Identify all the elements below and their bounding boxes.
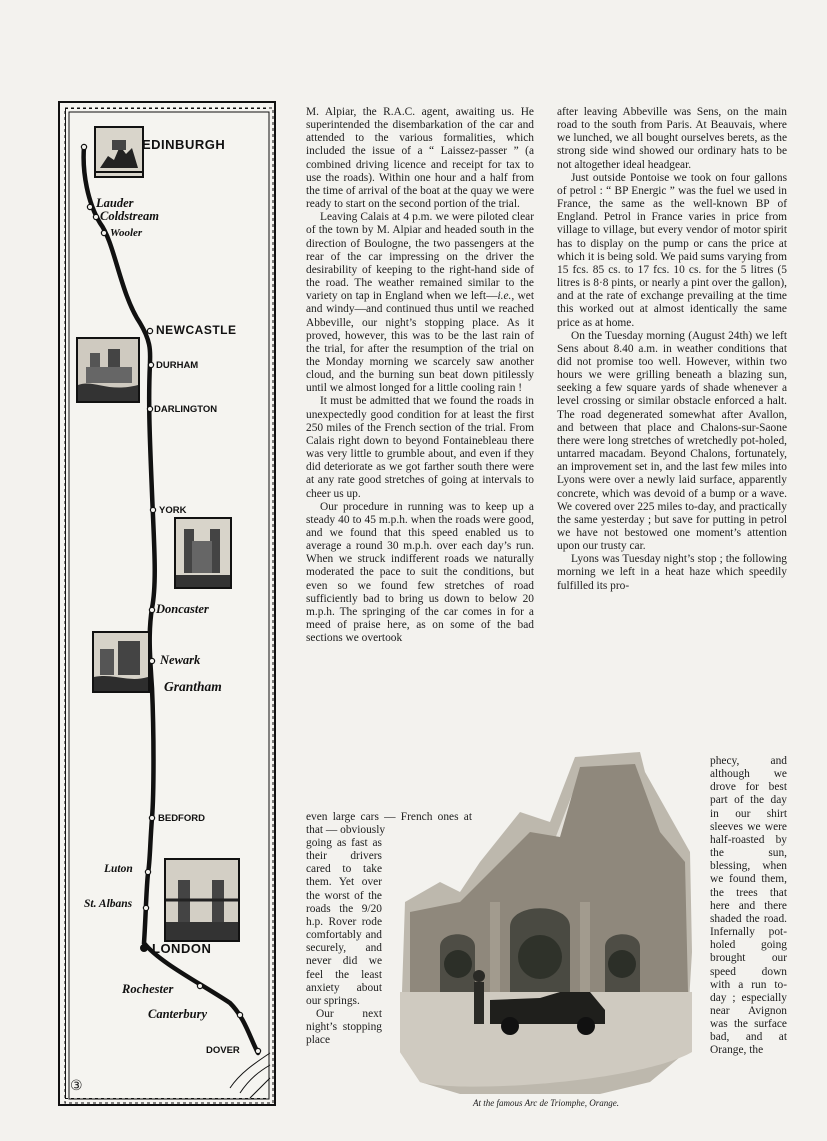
york-minster-icon [174, 517, 232, 589]
town-st-albans: St. Albans [84, 898, 133, 910]
town-newark: Newark [160, 653, 201, 667]
town-durham: DURHAM [156, 360, 199, 371]
article-column-3 [557, 106, 787, 593]
coast-lines [230, 1053, 270, 1098]
durham-cathedral-icon [76, 337, 140, 403]
town-grantham: Grantham [164, 679, 222, 694]
col3-paragraph-3: On the Tuesday morning (August 24th) we left Sens about 8.40 a.m. in weather conditions that did not promise too well. However, within two hours we were grilling beneath a blazing sun, seeking a few square yards of shade whenever a level crossing or similar obstacle enforced a halt. The road degenerated somewhat after Avallon, and between that place and Chalons-sur-Saone there were long stretches of wretchedly pot-holed, untarred macadam. Beyond Chalons, fortunately, an improvement set in, and the last few miles into Lyons were over a newly laid surface, apparently concrete, which was devoid of a bump or a wave. We covered over 225 miles to-day, and practically the same yesterday ; but save for putting in petrol we have not bestowed one moment’s attention upon our trusty car. [557, 329, 787, 553]
article-column-2-wrap-b [306, 837, 382, 1048]
town-york: YORK [159, 505, 187, 516]
town-canterbury: Canterbury [148, 1007, 208, 1021]
town-london: LONDON [152, 941, 212, 956]
town-lauder: Lauder [96, 196, 134, 210]
col2-paragraph-4-c: going as fast as their drivers cared to take them. Yet over the worst of the roads the 9/20 h.p. Rover rode comfortably and securely, and never did we feel the least anxiety about our springs. [306, 837, 382, 1007]
town-coldstream: Coldstream [100, 209, 160, 223]
town-doncaster: Doncaster [156, 602, 209, 616]
town-rochester: Rochester [122, 982, 174, 996]
route-map [58, 101, 276, 1106]
col3-paragraph-1: after leaving Abbeville was Sens, on the main road to the south from Paris. At Beauvais, where we lunched, we all bought ourselves berets, as the strong side wind showed our ordinary hats to be not altogether ideal headgear. [557, 106, 787, 171]
article-column-3-wrap [710, 755, 787, 1058]
col2-paragraph-5: Our next night’s stopping place [306, 1008, 382, 1047]
town-luton: Luton [104, 863, 133, 875]
col3-paragraph-2: Just outside Pontoise we took on four gallons of petrol : “ BP Energic ” was the fuel we used in France, the same as the well-known BP of England. Petrol in France varies in price from village to village, but every vendor of motor spirit has to display on the pump or cans the price at which it is being sold. We paid sums varying from 15 fcs. 85 cs. to 17 fcs. 10 cs. for the 5 litres (5 litres is 8·8 pints, or nearly a pint over the gallon), and at the rate of exchange prevailing at the time this worked out at almost identically the same price as at home. [557, 171, 787, 329]
arc-de-triomphe-photo [400, 752, 692, 1094]
arc-photo-svg [400, 752, 692, 1094]
col2-paragraph-3: It must be admitted that we found the roads in unexpectedly good condition for at least the first 250 miles of the French section of the trial. From Calais right down to beyond Fontainebleau there was very little to grumble about, and even if they did deteriorate as we got farther south there were at any rate good stretches of going at intervals to cheer us up. [306, 395, 534, 500]
town-edinburgh: EDINBURGH [142, 137, 226, 152]
article-column-2 [306, 106, 534, 645]
photo-caption: At the famous Arc de Triomphe, Orange. [473, 1098, 619, 1108]
town-bedford: BEDFORD [158, 813, 205, 824]
town-newcastle: NEWCASTLE [156, 323, 237, 337]
town-darlington: DARLINGTON [154, 404, 218, 415]
article-column-2-wrap-a: even large cars — French ones at that — obviously [306, 811, 472, 837]
col3-paragraph-4-b: phecy, and although we drove for best part of the day in our shirt sleeves we were half-roasted by the sun, blessing, when we found them, the trees that here and there shaded the road. Infernally pot-holed going brought our speed down with a run to-day ; especially near Avignon was the surface bad, and at Orange, the [710, 755, 787, 1057]
town-dover: DOVER [206, 1045, 240, 1056]
newark-castle-icon [92, 631, 150, 693]
page-folio: ③ [70, 1078, 83, 1094]
col2-paragraph-1: M. Alpiar, the R.A.C. agent, awaiting us. He superintended the disembarkation of the car and attended to the various formalities, which included the issue of a “ Laissez-passer ” (a combined driving licence and receipt for tax to use the roads). Within one hour and a half from the time of arrival of the boat at the quay we were ready to start on the second portion of the trial. [306, 106, 534, 211]
col2-paragraph-2: Leaving Calais at 4 p.m. we were piloted clear of the town by M. Alpiar and headed south in the direction of Boulogne, the two passengers at the rear of the car impressing on the driver the desirability of keeping to the right-hand side of the road. The weather remained similar to the variety on tap in England when we left—i.e., wet and windy—and continued thus until we reached Abbeville, our night’s stopping place. As it proved, however, this was to be the last rain of the trial, for after the resumption of the trial on the Monday morning we scarcely saw another cloud, and the burning sun beat down pitilessly until we almost longed for a little cooling rain ! [306, 211, 534, 395]
town-wooler: Wooler [110, 227, 143, 239]
col2-paragraph-4: Our procedure in running was to keep up a steady 40 to 45 m.p.h. when the roads were good, and we found that this speed enabled us to average a round 30 m.p.h. over each day’s run. When we struck indifferent roads we naturally moderated the pace to suit the conditions, but even so we found few stretches of road sufficiently bad to bring us down to below 20 m.p.h. The springing of the car comes in for a meed of praise here, as on some of the bad sections we overtook [306, 500, 534, 645]
edinburgh-castle-icon [94, 126, 144, 178]
london-tower-bridge-icon [164, 858, 240, 942]
col3-paragraph-4: Lyons was Tuesday night’s stop ; the following morning we left in a heat haze which speedily fulfilled its pro- [557, 553, 787, 592]
